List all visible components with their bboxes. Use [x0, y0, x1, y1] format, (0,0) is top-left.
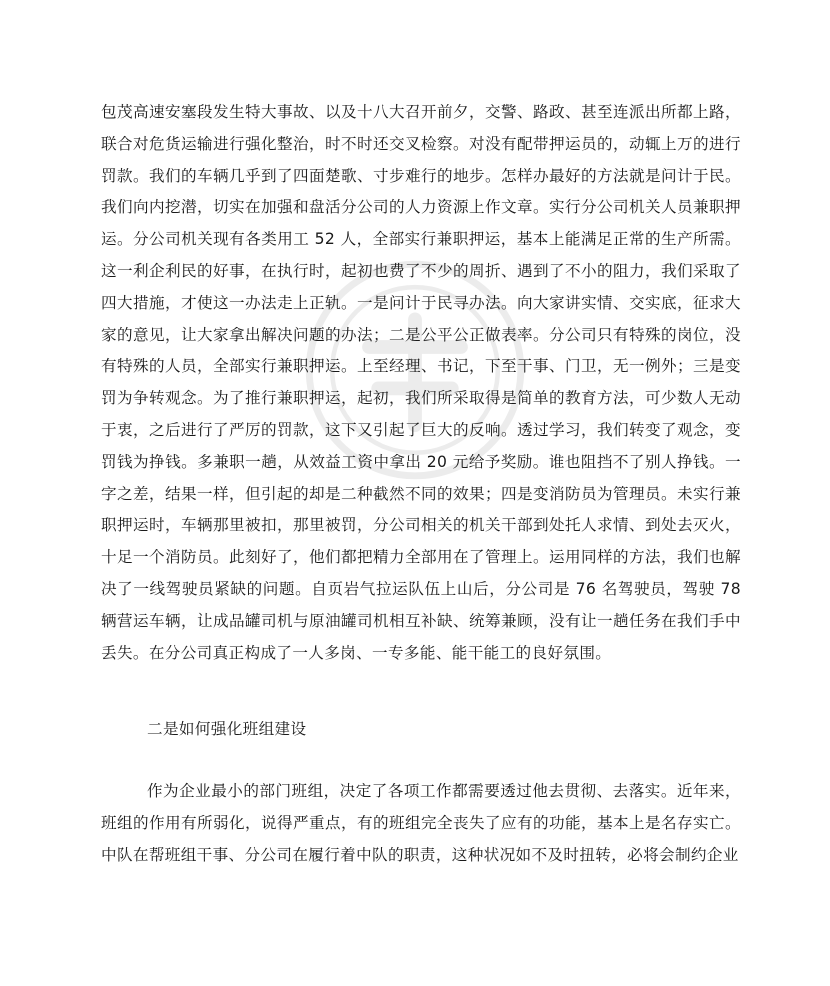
section-heading: 二是如何强化班组建设 [147, 720, 307, 738]
body-paragraph-2: 作为企业最小的部门班组，决定了各项工作都需要透过他去贯彻、去落实。近年来，班组的作用有所弱化，说得严重点，有的班组完全丧失了应有的功能，基本上是名存实亡。中队在帮班组干事、分公司在履行着中队的职责，这种状况如不及时扭转，必将会制约企业 [101, 782, 741, 864]
body-paragraph-1: 包茂高速安塞段发生特大事故、以及十八大召开前夕，交警、路政、甚至连派出所都上路，联合对危货运输进行强化整治，时不时还交叉检察。对没有配带押运员的，动辄上万的进行罚款。我们的车辆几乎到了四面楚歌、寸步难行的地步。怎样办最好的方法就是问计于民。我们向内挖潜，切实在加强和盘活分公司的人力资源上作文章。实行分公司机关人员兼职押运。分公司机关现有各类用工 52 人，全部实行兼职押运，基本上能满足正常的生产所需。这一利企利民的好事，在执行时，起初也费了不少的周折、遇到了不小的阻力，我们采取了四大措施，才使这一办法走上正轨。一是问计于民寻办法。向大家讲实情、交实底，征求大家的意见，让大家拿出解决问题的办法；二是公平公正做表率。分公司只有特殊的岗位，没有特殊的人员，全部实行兼职押运。上至经理、书记，下至干事、门卫，无一例外；三是变罚为争转观念。为了推行兼职押运，起初，我们所采取得是简单的教育方法，可少数人无动于衷，之后进行了严厉的罚款，这下又引起了巨大的反响。透过学习，我们转变了观念，变罚钱为挣钱。多兼职一趟，从效益工资中拿出 20 元给予奖励。谁也阻挡不了别人挣钱。一字之差，结果一样，但引起的却是二种截然不同的效果；四是变消防员为管理员。未实行兼职押运时，车辆那里被扣，那里被罚，分公司相关的机关干部到处托人求情、到处去灭火，十足一个消防员。此刻好了，他们都把精力全部用在了管理上。运用同样的方法，我们也解决了一线驾驶员紧缺的问题。自页岩气拉运队伍上山后，分公司是 76 名驾驶员，驾驶 78 辆营运车辆，让成品罐司机与原油罐司机相互补缺、统筹兼顾，没有让一趟任务在我们手中丢失。在分公司真正构成了一人多岗、一专多能、能干能工的良好氛围。 [101, 103, 741, 662]
